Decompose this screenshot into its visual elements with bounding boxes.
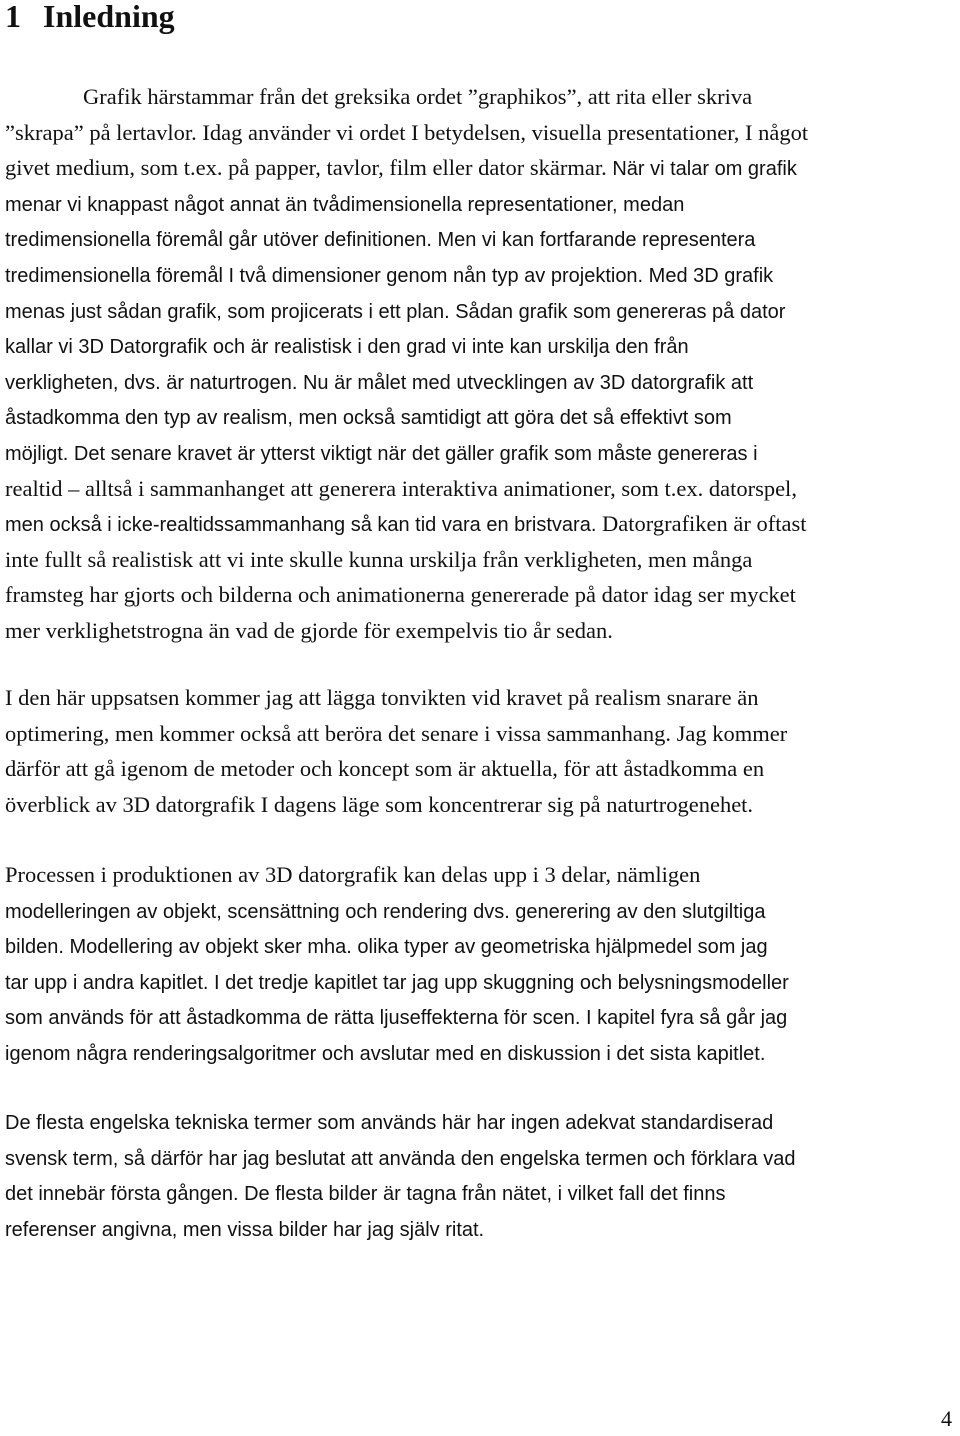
text-line	[5, 186, 955, 222]
text-segment: verkligheten, dvs. är naturtrogen.	[5, 371, 298, 394]
text-line	[5, 1211, 955, 1247]
paragraph-1	[5, 79, 955, 649]
text-segment: Det senare kravet är ytterst viktigt när det gäller grafik som måste genereras i	[68, 442, 758, 465]
text-line	[5, 115, 955, 151]
text-segment: modelleringen av objekt, scensättning och rendering dvs. generering av den slutgiltiga	[5, 900, 766, 923]
text-segment: tredimensionella föremål går utöver definitionen.	[5, 229, 432, 252]
text-line	[5, 999, 955, 1035]
text-segment: ”skrapa” på lertavlor. Idag använder vi ordet I betydelsen, visuella presentationer, I något	[5, 119, 809, 145]
text-segment: mer verklighetstrogna än vad de gjorde för exempelvis tio år sedan.	[5, 617, 613, 643]
text-segment: I kapitel fyra så går jag	[580, 1007, 788, 1030]
text-segment: inte fullt så realistisk att vi inte skulle kunna urskilja från verkligheten, men många	[5, 546, 753, 572]
text-segment: Jag kommer	[671, 720, 788, 746]
text-line	[5, 257, 955, 293]
text-segment: åstadkomma den typ av realism, men också samtidigt att göra det så effektivt som	[5, 407, 732, 430]
section-heading	[5, 0, 175, 38]
text-line	[5, 79, 955, 115]
text-segment: igenom några renderingsalgoritmer och avslutar med en diskussion i det sista kapitlet.	[5, 1042, 766, 1065]
text-segment: Processen i produktionen av 3D datorgrafik kan delas upp i 3 delar, nämligen	[5, 862, 701, 887]
paragraph-2	[5, 680, 955, 822]
text-segment: I den här uppsatsen kommer jag att lägga tonvikten vid kravet på realism snarare än	[5, 685, 759, 710]
text-segment: Grafik härstammar från det greksika ordet ”graphikos”, att rita eller skriva	[83, 84, 753, 109]
text-line	[5, 964, 955, 1000]
text-segment: det innebär första gången.	[5, 1183, 239, 1206]
text-line	[5, 787, 955, 823]
text-segment: optimering, men kommer också att beröra det senare i vissa sammanhang.	[5, 720, 672, 746]
text-line	[5, 577, 955, 613]
text-segment: men också i icke-realtidssammanhang så kan tid vara en bristvara.	[5, 514, 597, 537]
text-line	[5, 328, 955, 364]
text-line	[5, 542, 955, 578]
text-segment: tar upp i andra kapitlet.	[5, 971, 209, 994]
paragraph-3	[5, 857, 955, 1071]
text-segment: Datorgrafiken är oftast	[596, 511, 807, 537]
page-number: 4	[941, 1406, 952, 1431]
paragraph-4	[5, 1104, 955, 1246]
section-title: Inledning	[43, 0, 175, 34]
text-line	[5, 751, 955, 787]
text-line	[5, 435, 955, 471]
text-line	[5, 613, 955, 649]
text-line	[5, 399, 955, 435]
text-segment: Modellering av objekt sker mha. olika typer av geometriska hjälpmedel som jag	[63, 936, 768, 959]
text-line	[5, 680, 955, 716]
text-segment: överblick av 3D datorgrafik I dagens läge som koncentrerar sig på naturtrogenehet.	[5, 791, 754, 817]
text-line	[5, 893, 955, 929]
text-segment: Men vi kan fortfarande representera	[431, 229, 756, 252]
text-segment: menar vi knappast något annat än tvådimensionella representationer, medan	[5, 193, 685, 216]
text-segment: som används för att åstadkomma de rätta ljuseffekterna för scen.	[5, 1007, 581, 1030]
text-segment: De flesta bilder är tagna från nätet, i vilket fall det finns	[238, 1183, 726, 1206]
section-number: 1	[5, 0, 21, 34]
text-segment: Nu är målet med utvecklingen av 3D datorgrafik att	[297, 371, 754, 394]
text-line	[5, 716, 955, 752]
text-segment: Med 3D grafik	[643, 264, 774, 287]
text-segment: När vi talar om grafik	[606, 158, 797, 181]
text-line	[5, 150, 955, 186]
text-segment: menas just sådan grafik, som projicerats i ett plan.	[5, 300, 450, 323]
text-segment: svensk term, så därför har jag beslutat att använda den engelska termen och förklara vad	[5, 1147, 796, 1170]
text-line	[5, 364, 955, 400]
text-line	[5, 221, 955, 257]
text-segment: realtid – alltså i sammanhanget att generera interaktiva animationer, som t.ex. datorspel,	[5, 475, 797, 501]
text-line	[5, 471, 955, 507]
text-segment: tredimensionella föremål I två dimensioner genom nån typ av projektion.	[5, 264, 644, 287]
text-segment: möjligt.	[5, 442, 69, 465]
text-segment: I det tredje kapitlet tar jag upp skuggning och belysningsmodeller	[208, 971, 789, 994]
text-line	[5, 1140, 955, 1176]
text-line	[5, 857, 955, 893]
text-line	[5, 928, 955, 964]
text-segment: Sådan grafik som genereras på dator	[449, 300, 786, 323]
text-segment: framsteg har gjorts och bilderna och animationerna genererade på dator idag ser mycket	[5, 582, 796, 608]
text-segment: kallar vi 3D Datorgrafik och är realistisk i den grad vi inte kan urskilja den från	[5, 336, 689, 359]
text-line	[5, 1104, 955, 1140]
text-segment: därför att gå igenom de metoder och koncept som är aktuella, för att åstadkomma en	[5, 756, 765, 782]
text-segment: De flesta engelska tekniska termer som används här har ingen adekvat standardiserad	[5, 1112, 774, 1134]
text-line	[5, 1035, 955, 1071]
text-segment: bilden.	[5, 936, 64, 959]
text-line	[5, 1175, 955, 1211]
text-segment: referenser angivna, men vissa bilder har jag själv ritat.	[5, 1218, 485, 1241]
text-line	[5, 506, 955, 542]
text-line	[5, 293, 955, 329]
text-segment: givet medium, som t.ex. på papper, tavlor, film eller dator skärmar.	[5, 155, 607, 181]
